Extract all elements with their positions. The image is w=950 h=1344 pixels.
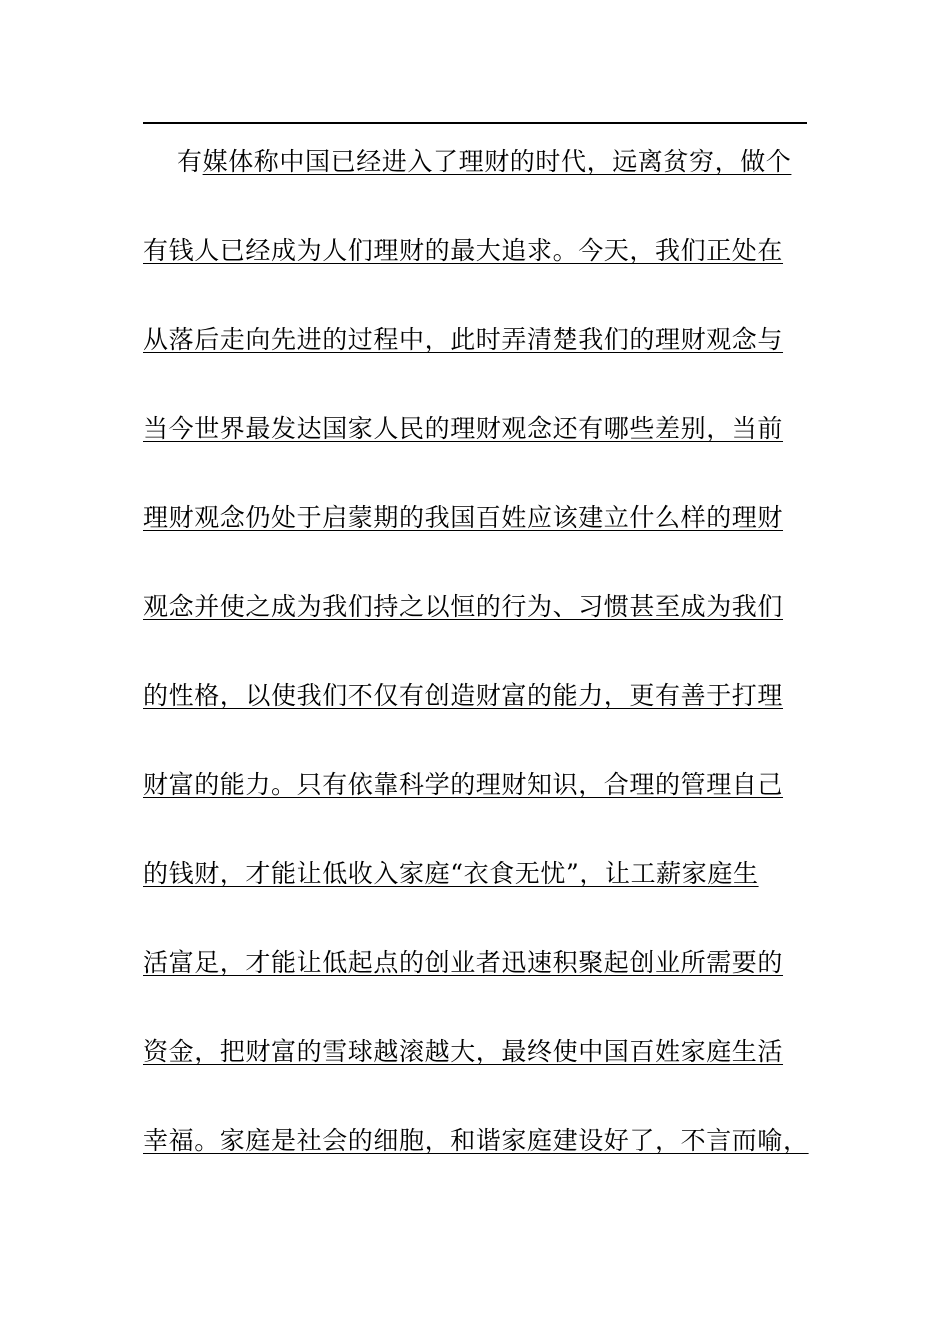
line-text: 理财观念仍处于启蒙期的我国百姓应该建立什么样的理财 <box>143 503 784 532</box>
text-line <box>143 1036 783 1068</box>
text-line <box>143 413 783 445</box>
line-text: 资金，把财富的雪球越滚越大，最终使中国百姓家庭生活 <box>143 1037 784 1066</box>
text-line <box>143 680 783 712</box>
text-line <box>143 146 791 178</box>
line-lead-char: 有 <box>177 147 203 176</box>
header-rule <box>143 122 807 124</box>
text-line <box>143 324 783 356</box>
text-line <box>143 769 783 801</box>
line-text: 从落后走向先进的过程中，此时弄清楚我们的理财观念与 <box>143 325 784 354</box>
line-text: 观念并使之成为我们持之以恒的行为、习惯甚至成为我们 <box>143 592 784 621</box>
text-line <box>143 591 783 623</box>
line-text: 的性格，以使我们不仅有创造财富的能力，更有善于打理 <box>143 681 784 710</box>
line-text: 财富的能力。只有依靠科学的理财知识，合理的管理自己 <box>143 770 784 799</box>
line-text: 幸福。家庭是社会的细胞，和谐家庭建设好了，不言而喻， <box>143 1126 809 1155</box>
line-text: 活富足，才能让低起点的创业者迅速积聚起创业所需要的 <box>143 948 784 977</box>
line-text: 的钱财，才能让低收入家庭“衣食无忧”，让工薪家庭生 <box>143 859 759 888</box>
text-line <box>143 1125 809 1157</box>
text-line <box>143 235 783 267</box>
line-text: 当今世界最发达国家人民的理财观念还有哪些差别，当前 <box>143 414 784 443</box>
line-text: 媒体称中国已经进入了理财的时代，远离贫穷，做个 <box>202 147 792 176</box>
line-text: 有钱人已经成为人们理财的最大追求。今天，我们正处在 <box>143 236 784 265</box>
text-line <box>143 502 783 534</box>
text-line <box>143 858 759 890</box>
text-line <box>143 947 783 979</box>
